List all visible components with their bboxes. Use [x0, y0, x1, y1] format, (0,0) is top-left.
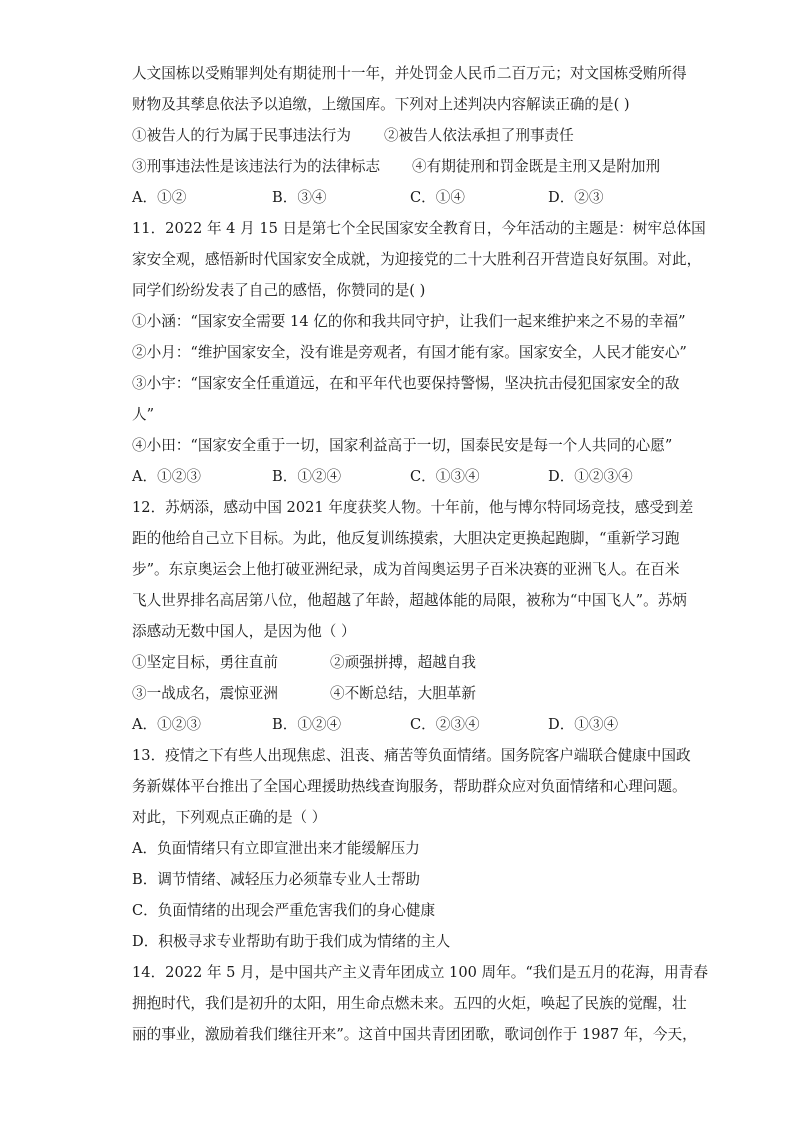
text-line: ④小田：“国家安全重于一切，国家利益高于一切，国泰民安是每一个人共同的心愿” [132, 437, 673, 454]
q13-option-b: B．调节情绪、减轻压力必须靠专业人士帮助 [132, 871, 421, 888]
q10-option-a: A．①② [132, 189, 187, 206]
q10-option-d: D．②③ [548, 189, 604, 206]
text-line: 拥抱时代，我们是初升的太阳，用生命点燃未来。五四的火炬，唤起了民族的觉醒，壮 [132, 995, 687, 1012]
q11-option-d: D．①②③④ [548, 468, 633, 485]
q12-statement: ②顽强拼搏，超越自我 [330, 654, 476, 671]
q11-option-c: C．①③④ [410, 468, 480, 485]
q12-statement: ④不断总结，大胆革新 [330, 685, 476, 702]
text-line: 人文国栋以受贿罪判处有期徒刑十一年，并处罚金人民币二百万元；对文国栋受贿所得 [132, 65, 687, 82]
q11-option-b: B．①②④ [272, 468, 342, 485]
q13-option-a: A．负面情绪只有立即宣泄出来才能缓解压力 [132, 840, 420, 857]
q10-option-b: B．③④ [272, 189, 327, 206]
q10-statement: ④有期徒刑和罚金既是主刑又是附加刑 [412, 158, 661, 175]
q12-option-c: C．②③④ [410, 716, 480, 733]
text-line: 12．苏炳添，感动中国 2021 年度获奖人物。十年前，他与博尔特同场竞技，感受到差 [132, 499, 694, 516]
text-line: ③小宇：“国家安全任重道远，在和平年代也要保持警惕，坚决抗击侵犯国家安全的敌 [132, 375, 680, 392]
q12-statement: ③一战成名，震惊亚洲 [132, 685, 278, 702]
text-line: 14．2022 年 5 月，是中国共产主义青年团成立 100 周年。“我们是五月的花海，用青春 [132, 964, 708, 981]
text-line: ②小月：“维护国家安全，没有谁是旁观者，有国才能有家。国家安全，人民才能安心” [132, 344, 687, 361]
q13-option-d: D．积极寻求专业帮助有助于我们成为情绪的主人 [132, 933, 451, 950]
text-line: ①小涵：“国家安全需要 14 亿的你和我共同守护，让我们一起来维护来之不易的幸福” [132, 313, 686, 330]
q12-option-d: D．①③④ [548, 716, 619, 733]
text-line: 11．2022 年 4 月 15 日是第七个全民国家安全教育日，今年活动的主题是：树牢总体国 [132, 220, 706, 237]
q10-statement: ②被告人依法承担了刑事责任 [384, 127, 574, 144]
text-line: 家安全观，感悟新时代国家安全成就，为迎接党的二十大胜利召开营造良好氛围。对此， [132, 251, 702, 268]
q12-option-a: A．①②③ [132, 716, 201, 733]
text-line: 同学们纷纷发表了自己的感悟，你赞同的是( ) [132, 282, 426, 299]
text-line: 距的他给自己立下目标。为此，他反复训练摸索，大胆决定更换起跑脚，“重新学习跑 [132, 530, 680, 547]
q12-option-b: B．①②④ [272, 716, 342, 733]
q10-option-c: C．①④ [410, 189, 465, 206]
q12-statement: ①坚定目标，勇往直前 [132, 654, 278, 671]
q13-option-c: C．负面情绪的出现会严重危害我们的身心健康 [132, 902, 436, 919]
text-line: 财物及其孳息依法予以追缴，上缴国库。下列对上述判决内容解读正确的是( ) [132, 96, 630, 113]
text-line: 步”。东京奥运会上他打破亚洲纪录，成为首闯奥运男子百米决赛的亚洲飞人。在百米 [132, 561, 680, 578]
text-line: 13．疫情之下有些人出现焦虑、沮丧、痛苦等负面情绪。国务院客户端联合健康中国政 [132, 747, 691, 764]
q10-statement: ①被告人的行为属于民事违法行为 [132, 127, 351, 144]
text-line: 对此，下列观点正确的是（ ） [132, 809, 327, 826]
text-line: 务新媒体平台推出了全国心理援助热线查询服务，帮助群众应对负面情绪和心理问题。 [132, 778, 687, 795]
q11-option-a: A．①②③ [132, 468, 201, 485]
text-line: 添感动无数中国人，是因为他（ ） [132, 623, 356, 640]
q10-statement: ③刑事违法性是该违法行为的法律标志 [132, 158, 381, 175]
text-line: 飞人世界排名高居第八位，他超越了年龄，超越体能的局限，被称为“中国飞人”。苏炳 [132, 592, 687, 609]
text-line: 丽的事业，激励着我们继往开来”。这首中国共青团团歌，歌词创作于 1987 年，今天， [132, 1026, 697, 1043]
text-line: 人” [132, 406, 155, 423]
